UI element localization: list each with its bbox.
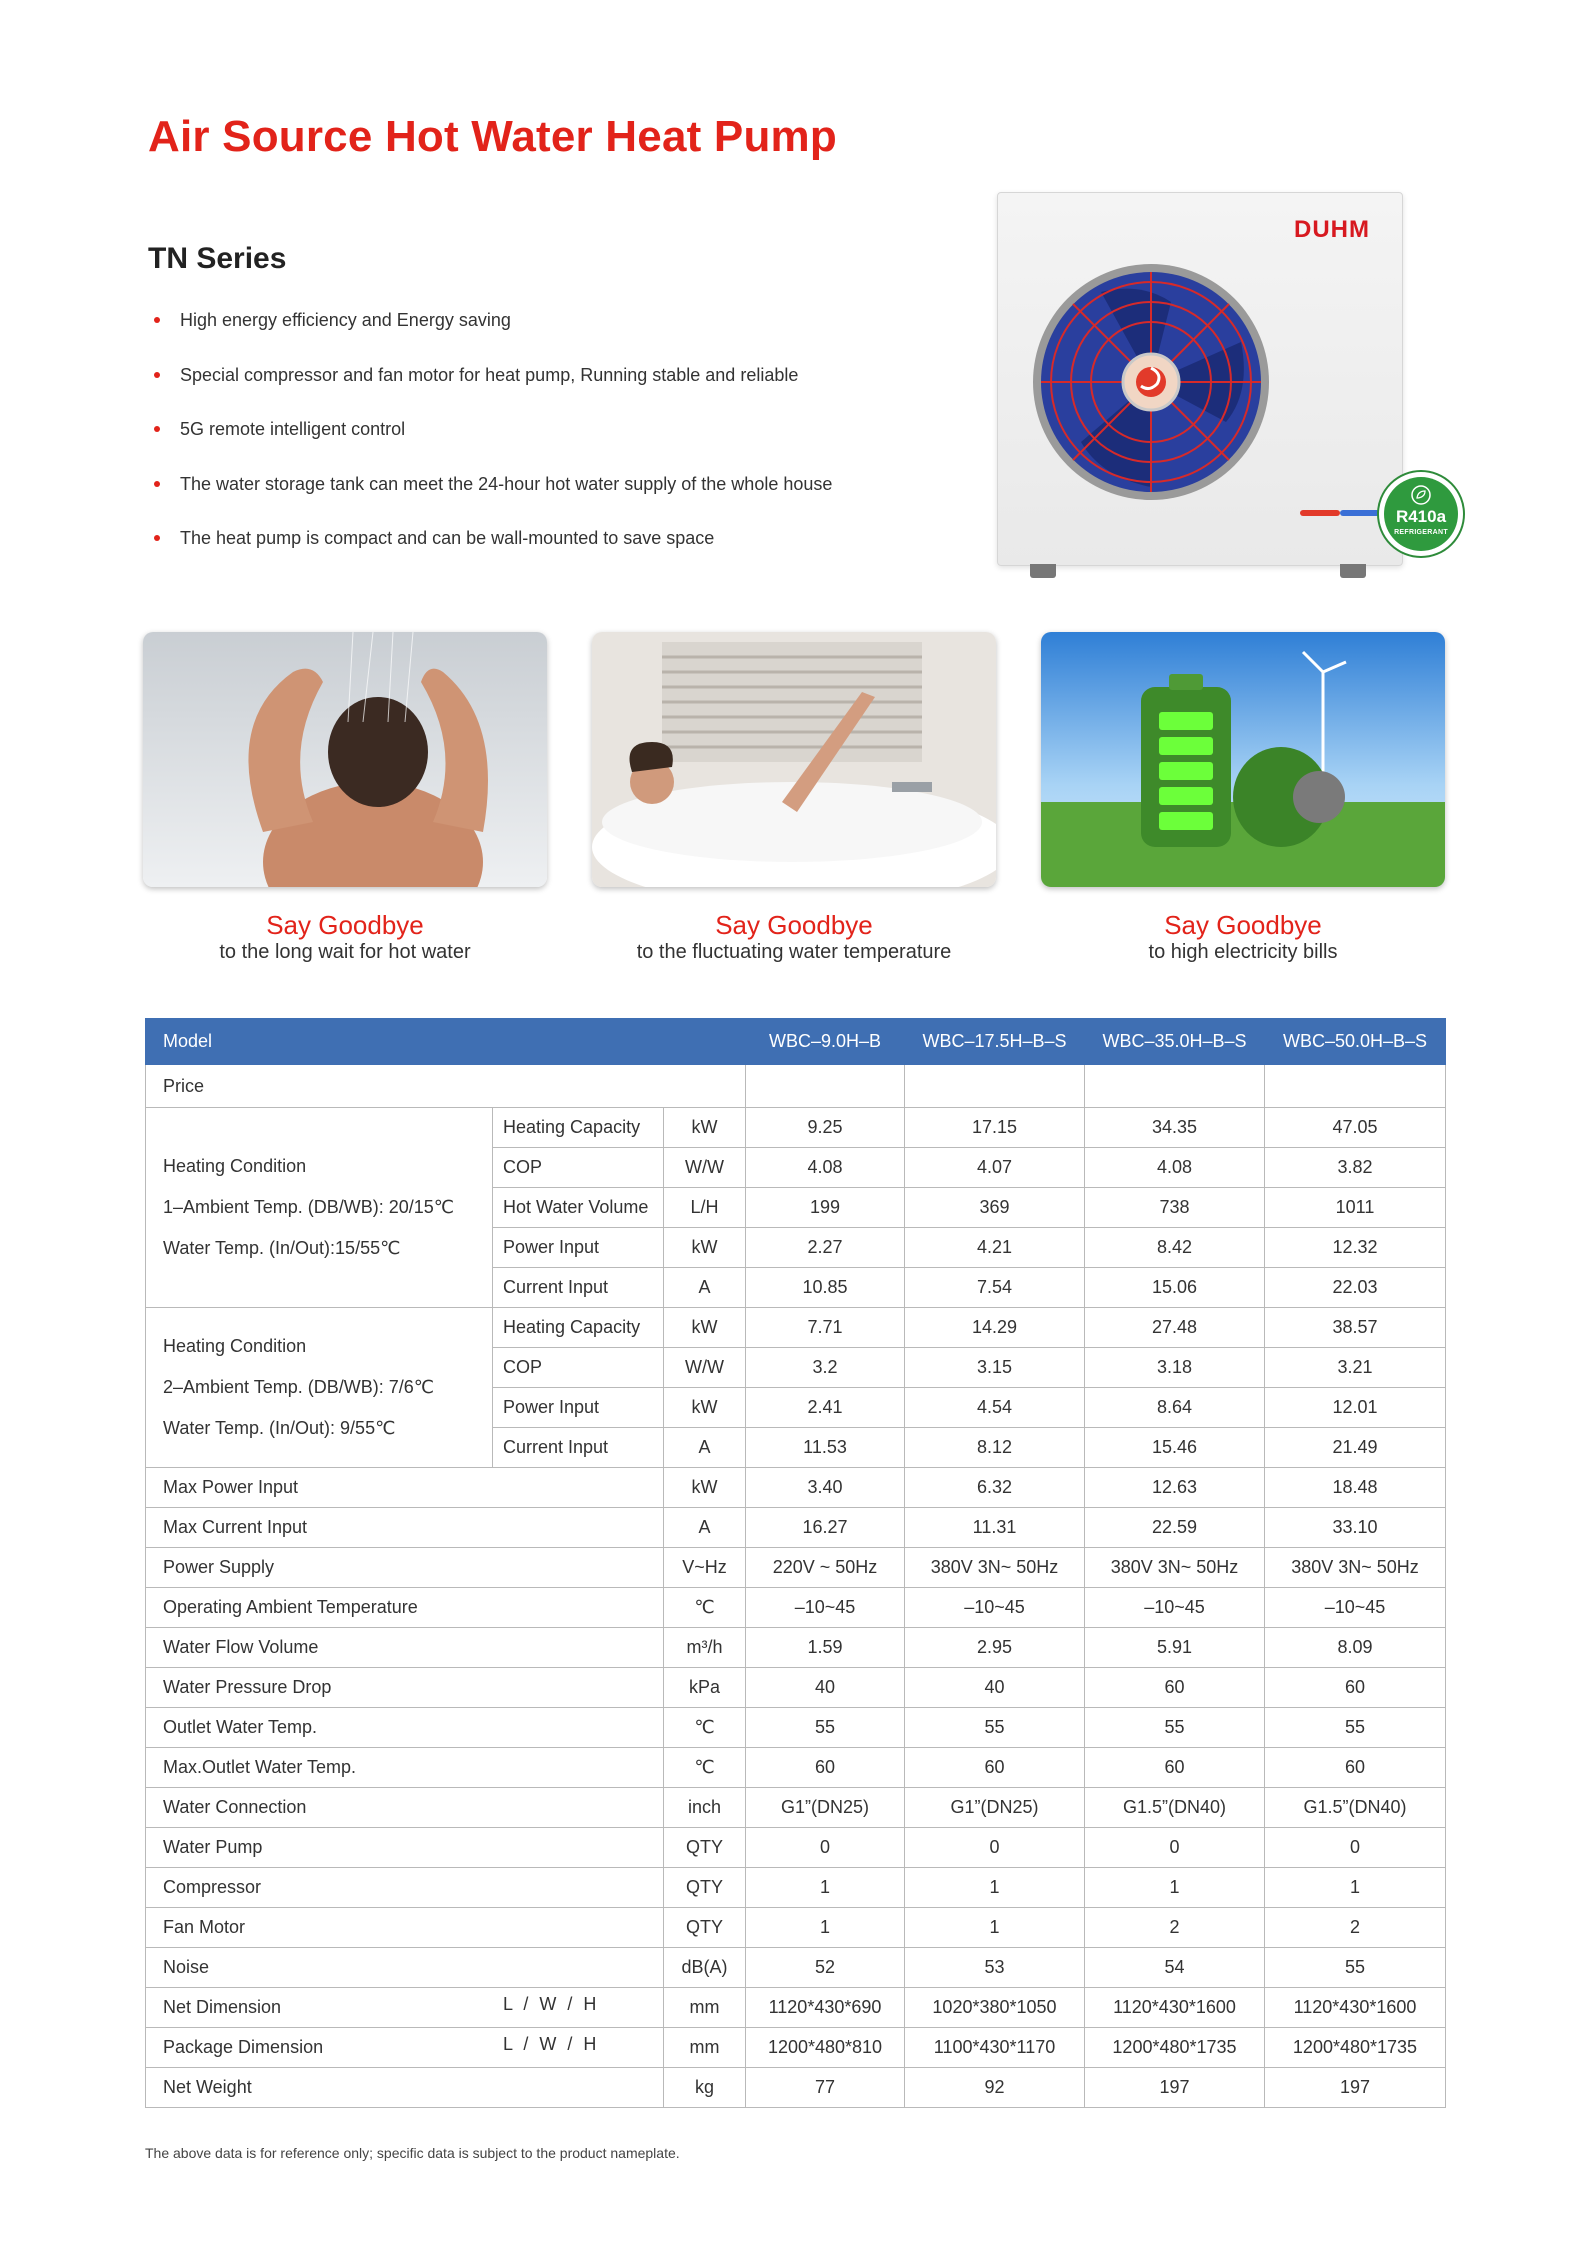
value-cell: 22.03 (1265, 1268, 1446, 1308)
table-row (146, 1548, 1446, 1588)
value-cell: 1200*480*1735 (1265, 2028, 1446, 2068)
value-cell: 33.10 (1265, 1508, 1446, 1548)
value-cell: 22.59 (1085, 1508, 1265, 1548)
condition-line: Water Temp. (In/Out):15/55℃ (163, 1238, 401, 1258)
value-cell: 55 (905, 1708, 1085, 1748)
value-cell: 1 (1085, 1868, 1265, 1908)
value-cell: 60 (905, 1748, 1085, 1788)
value-cell: 55 (1085, 1708, 1265, 1748)
unit-cell: QTY (664, 1868, 746, 1908)
table-row (146, 1988, 1446, 2028)
value-cell: 60 (1085, 1668, 1265, 1708)
value-cell: 380V 3N~ 50Hz (1265, 1548, 1446, 1588)
bullet-icon (154, 317, 160, 323)
feature-item: The heat pump is compact and can be wall-mounted to save space (150, 524, 832, 579)
value-cell: 27.48 (1085, 1308, 1265, 1348)
value-cell: G1”(DN25) (746, 1788, 905, 1828)
parameter-label: Power Supply (146, 1548, 664, 1588)
value-cell: 60 (1265, 1668, 1446, 1708)
table-row (146, 1908, 1446, 1948)
unit-cell: kW (664, 1388, 746, 1428)
value-cell: 54 (1085, 1948, 1265, 1988)
feature-item: 5G remote intelligent control (150, 415, 832, 470)
footnote: The above data is for reference only; specific data is subject to the product nameplate. (145, 2145, 680, 2161)
value-cell: 11.53 (746, 1428, 905, 1468)
table-row (146, 1828, 1446, 1868)
table-row (146, 1065, 1446, 1108)
unit-cell: QTY (664, 1908, 746, 1948)
unit-cell: mm (664, 1988, 746, 2028)
unit-cell: inch (664, 1788, 746, 1828)
value-cell: 369 (905, 1188, 1085, 1228)
value-cell: 9.25 (746, 1108, 905, 1148)
table-row (146, 1708, 1446, 1748)
value-cell: 18.48 (1265, 1468, 1446, 1508)
page-title: Air Source Hot Water Heat Pump (148, 112, 837, 161)
table-row (146, 1308, 1446, 1348)
value-cell: 40 (905, 1668, 1085, 1708)
condition-line: Heating Condition (163, 1336, 307, 1356)
value-cell: 0 (746, 1828, 905, 1868)
unit-cell: kg (664, 2068, 746, 2108)
unit-cell: W/W (664, 1148, 746, 1188)
unit-cell: kW (664, 1108, 746, 1148)
value-cell: –10~45 (746, 1588, 905, 1628)
battery-field-photo (1041, 632, 1445, 887)
value-cell: G1.5”(DN40) (1085, 1788, 1265, 1828)
table-row (146, 1948, 1446, 1988)
value-cell: 1100*430*1170 (905, 2028, 1085, 2068)
dimension-label-cell (146, 1988, 664, 2028)
table-row (146, 2028, 1446, 2068)
model-column-header: WBC–50.0H–B–S (1265, 1019, 1446, 1065)
value-cell: 3.15 (905, 1348, 1085, 1388)
fan-icon (1031, 262, 1271, 502)
unit-cell: ℃ (664, 1708, 746, 1748)
value-cell: 7.71 (746, 1308, 905, 1348)
parameter-label: Package Dimension (163, 2037, 324, 2057)
parameter-label: Hot Water Volume (493, 1188, 664, 1228)
value-cell: 12.01 (1265, 1388, 1446, 1428)
value-cell: 21.49 (1265, 1428, 1446, 1468)
parameter-label: Net Dimension (163, 1997, 282, 2017)
parameter-label: Compressor (146, 1868, 664, 1908)
unit-cell: V~Hz (664, 1548, 746, 1588)
parameter-label: Power Input (493, 1388, 664, 1428)
value-cell: 15.46 (1085, 1428, 1265, 1468)
table-row (146, 1628, 1446, 1668)
value-cell: 380V 3N~ 50Hz (905, 1548, 1085, 1588)
unit-cell: kW (664, 1228, 746, 1268)
price-cell (746, 1065, 905, 1108)
value-cell: G1.5”(DN40) (1265, 1788, 1446, 1828)
value-cell: 7.54 (905, 1268, 1085, 1308)
table-row (146, 1508, 1446, 1548)
value-cell: 1 (746, 1908, 905, 1948)
caption-subtitle: to high electricity bills (1148, 941, 1338, 963)
table-header-row (146, 1019, 1446, 1065)
caption-title: Say Goodbye (266, 910, 424, 940)
parameter-label: Fan Motor (146, 1908, 664, 1948)
condition-description (146, 1308, 493, 1468)
value-cell: 34.35 (1085, 1108, 1265, 1148)
value-cell: 1 (746, 1868, 905, 1908)
value-cell: 738 (1085, 1188, 1265, 1228)
parameter-label: Water Pressure Drop (146, 1668, 664, 1708)
value-cell: 1 (905, 1868, 1085, 1908)
value-cell: 1200*480*810 (746, 2028, 905, 2068)
value-cell: 1120*430*1600 (1085, 1988, 1265, 2028)
value-cell: 4.54 (905, 1388, 1085, 1428)
value-cell: 60 (1085, 1748, 1265, 1788)
value-cell: 1200*480*1735 (1085, 2028, 1265, 2068)
table-row (146, 1788, 1446, 1828)
series-title: TN Series (148, 242, 287, 275)
caption-title: Say Goodbye (715, 910, 873, 940)
condition-line: Heating Condition (163, 1156, 307, 1176)
condition-line: 2–Ambient Temp. (DB/WB): 7/6℃ (163, 1377, 434, 1397)
unit-cell: A (664, 1268, 746, 1308)
dimension-axes-label: L / W / H (503, 2034, 600, 2054)
model-header: Model (146, 1019, 746, 1065)
parameter-label: Current Input (493, 1428, 664, 1468)
value-cell: 6.32 (905, 1468, 1085, 1508)
unit-cell: W/W (664, 1348, 746, 1388)
value-cell: 2 (1265, 1908, 1446, 1948)
dimension-axes-label: L / W / H (503, 1994, 600, 2014)
value-cell: 8.42 (1085, 1228, 1265, 1268)
condition-line: 1–Ambient Temp. (DB/WB): 20/15℃ (163, 1197, 454, 1217)
value-cell: 197 (1265, 2068, 1446, 2108)
value-cell: 4.08 (1085, 1148, 1265, 1188)
parameter-label: Net Weight (146, 2068, 664, 2108)
value-cell: 1011 (1265, 1188, 1446, 1228)
value-cell: 197 (1085, 2068, 1265, 2108)
value-cell: 3.82 (1265, 1148, 1446, 1188)
bullet-icon (154, 535, 160, 541)
value-cell: –10~45 (905, 1588, 1085, 1628)
value-cell: 92 (905, 2068, 1085, 2108)
parameter-label: Current Input (493, 1268, 664, 1308)
value-cell: 3.18 (1085, 1348, 1265, 1388)
unit-cell: dB(A) (664, 1948, 746, 1988)
value-cell: 1120*430*690 (746, 1988, 905, 2028)
parameter-label: Max Power Input (146, 1468, 664, 1508)
model-column-header: WBC–9.0H–B (746, 1019, 905, 1065)
bullet-icon (154, 426, 160, 432)
value-cell: 4.21 (905, 1228, 1085, 1268)
spec-table (145, 1018, 1446, 2108)
parameter-label: Noise (146, 1948, 664, 1988)
unit-cell: kW (664, 1468, 746, 1508)
refrigerant-badge: R410a REFRIGERANT (1377, 470, 1465, 558)
value-cell: 40 (746, 1668, 905, 1708)
price-cell (1265, 1065, 1446, 1108)
leaf-icon (1411, 485, 1431, 505)
value-cell: 14.29 (905, 1308, 1085, 1348)
value-cell: 5.91 (1085, 1628, 1265, 1668)
value-cell: 55 (1265, 1708, 1446, 1748)
value-cell: 38.57 (1265, 1308, 1446, 1348)
unit-label-strip (1300, 510, 1380, 516)
value-cell: 55 (746, 1708, 905, 1748)
value-cell: 8.12 (905, 1428, 1085, 1468)
unit-cell: QTY (664, 1828, 746, 1868)
condition-description (146, 1108, 493, 1308)
condition-line: Water Temp. (In/Out): 9/55℃ (163, 1418, 396, 1438)
value-cell: 8.64 (1085, 1388, 1265, 1428)
price-label: Price (146, 1065, 746, 1108)
parameter-label: COP (493, 1348, 664, 1388)
value-cell: 2 (1085, 1908, 1265, 1948)
unit-cell: A (664, 1428, 746, 1468)
parameter-label: Max Current Input (146, 1508, 664, 1548)
brand-logo: DUHM (1294, 216, 1370, 243)
bullet-icon (154, 481, 160, 487)
parameter-label: Water Flow Volume (146, 1628, 664, 1668)
value-cell: 8.09 (1265, 1628, 1446, 1668)
value-cell: 12.63 (1085, 1468, 1265, 1508)
value-cell: 15.06 (1085, 1268, 1265, 1308)
value-cell: 60 (746, 1748, 905, 1788)
value-cell: 11.31 (905, 1508, 1085, 1548)
table-row (146, 1468, 1446, 1508)
bath-photo (592, 632, 996, 887)
value-cell: 60 (1265, 1748, 1446, 1788)
dimension-label-cell (146, 2028, 664, 2068)
feature-item: High energy efficiency and Energy saving (150, 306, 832, 361)
unit-feet (1020, 564, 1380, 578)
value-cell: 47.05 (1265, 1108, 1446, 1148)
shower-photo (143, 632, 547, 887)
table-row (146, 1108, 1446, 1148)
table-row (146, 1748, 1446, 1788)
value-cell: 16.27 (746, 1508, 905, 1548)
value-cell: 3.2 (746, 1348, 905, 1388)
value-cell: G1”(DN25) (905, 1788, 1085, 1828)
value-cell: 1 (905, 1908, 1085, 1948)
value-cell: 77 (746, 2068, 905, 2108)
table-row (146, 1868, 1446, 1908)
caption-subtitle: to the fluctuating water temperature (636, 941, 952, 963)
feature-item: Special compressor and fan motor for heat pump, Running stable and reliable (150, 361, 832, 416)
value-cell: 380V 3N~ 50Hz (1085, 1548, 1265, 1588)
caption-subtitle: to the long wait for hot water (219, 941, 471, 963)
value-cell: 3.21 (1265, 1348, 1446, 1388)
parameter-label: Heating Capacity (493, 1108, 664, 1148)
value-cell: 220V ~ 50Hz (746, 1548, 905, 1588)
value-cell: 4.07 (905, 1148, 1085, 1188)
caption-title: Say Goodbye (1164, 910, 1322, 940)
parameter-label: Operating Ambient Temperature (146, 1588, 664, 1628)
value-cell: 53 (905, 1948, 1085, 1988)
table-row (146, 1588, 1446, 1628)
feature-item: The water storage tank can meet the 24-hour hot water supply of the whole house (150, 470, 832, 525)
unit-cell: A (664, 1508, 746, 1548)
bullet-icon (154, 372, 160, 378)
price-cell (1085, 1065, 1265, 1108)
model-column-header: WBC–35.0H–B–S (1085, 1019, 1265, 1065)
value-cell: –10~45 (1265, 1588, 1446, 1628)
value-cell: 1120*430*1600 (1265, 1988, 1446, 2028)
value-cell: 0 (905, 1828, 1085, 1868)
value-cell: 2.27 (746, 1228, 905, 1268)
value-cell: 3.40 (746, 1468, 905, 1508)
value-cell: 1020*380*1050 (905, 1988, 1085, 2028)
unit-cell: L/H (664, 1188, 746, 1228)
parameter-label: Max.Outlet Water Temp. (146, 1748, 664, 1788)
parameter-label: Water Pump (146, 1828, 664, 1868)
value-cell: 0 (1085, 1828, 1265, 1868)
value-cell: 1 (1265, 1868, 1446, 1908)
value-cell: 52 (746, 1948, 905, 1988)
parameter-label: COP (493, 1148, 664, 1188)
value-cell: 17.15 (905, 1108, 1085, 1148)
table-row (146, 1668, 1446, 1708)
parameter-label: Outlet Water Temp. (146, 1708, 664, 1748)
value-cell: –10~45 (1085, 1588, 1265, 1628)
table-row (146, 2068, 1446, 2108)
model-column-header: WBC–17.5H–B–S (905, 1019, 1085, 1065)
unit-cell: kPa (664, 1668, 746, 1708)
value-cell: 4.08 (746, 1148, 905, 1188)
value-cell: 2.41 (746, 1388, 905, 1428)
unit-cell: ℃ (664, 1588, 746, 1628)
unit-cell: mm (664, 2028, 746, 2068)
parameter-label: Power Input (493, 1228, 664, 1268)
parameter-label: Water Connection (146, 1788, 664, 1828)
value-cell: 55 (1265, 1948, 1446, 1988)
value-cell: 12.32 (1265, 1228, 1446, 1268)
unit-cell: kW (664, 1308, 746, 1348)
value-cell: 10.85 (746, 1268, 905, 1308)
feature-list (150, 306, 832, 579)
unit-cell: m³/h (664, 1628, 746, 1668)
parameter-label: Heating Capacity (493, 1308, 664, 1348)
value-cell: 2.95 (905, 1628, 1085, 1668)
value-cell: 0 (1265, 1828, 1446, 1868)
unit-cell: ℃ (664, 1748, 746, 1788)
value-cell: 199 (746, 1188, 905, 1228)
value-cell: 1.59 (746, 1628, 905, 1668)
price-cell (905, 1065, 1085, 1108)
